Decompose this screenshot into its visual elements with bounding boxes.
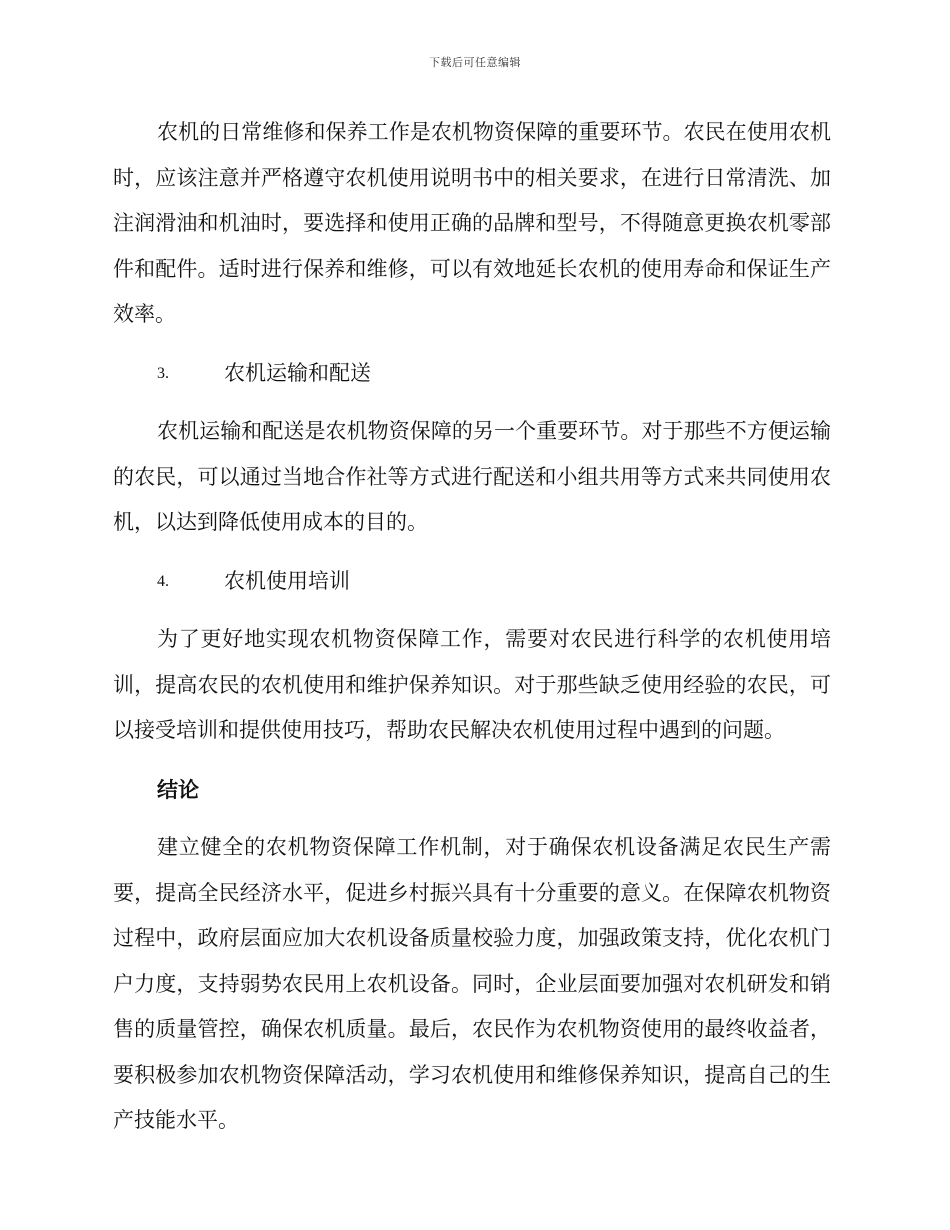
list-number: 3.: [157, 364, 169, 382]
paragraph-maintenance: 农机的日常维修和保养工作是农机物资保障的重要环节。农民在使用农机时，应该注意并严格遵守农机使用说明书中的相关要求，在进行日常清洗、加注润滑油和机油时，要选择和使用正确的品牌和型号，不得随意更换农机零部件和配件。适时进行保养和维修，可以有效地延长农机的使用寿命和保证生产效率。: [113, 120, 831, 326]
paragraph-training: 为了更好地实现农机物资保障工作，需要对农民进行科学的农机使用培训，提高农民的农机使用和维护保养知识。对于那些缺乏使用经验的农民，可以接受培训和提供使用技巧，帮助农民解决农机使用过程中遇到的问题。: [113, 627, 831, 742]
list-item-training: [113, 559, 831, 605]
list-title: 农机运输和配送: [224, 360, 371, 385]
page-header: 下载后可任意编辑: [429, 56, 521, 69]
list-title: 农机使用培训: [224, 568, 350, 593]
conclusion-heading: 结论: [157, 776, 199, 802]
paragraph-conclusion: 建立健全的农机物资保障工作机制，对于确保农机设备满足农民生产需要，提高全民经济水平，促进乡村振兴具有十分重要的意义。在保障农机物资过程中，政府层面应加大农机设备质量校验力度，加强政策支持，优化农机门户力度，支持弱势农民用上农机设备。同时，企业层面要加强对农机研发和销售的质量管控，确保农机质量。最后，农民作为农机物资使用的最终收益者，要积极参加农机物资保障活动，学习农机使用和维修保养知识，提高自己的生产技能水平。: [113, 835, 831, 1132]
list-number: 4.: [157, 572, 169, 590]
list-item-transport: [113, 351, 831, 397]
paragraph-transport: 农机运输和配送是农机物资保障的另一个重要环节。对于那些不方便运输的农民，可以通过当地合作社等方式进行配送和小组共用等方式来共同使用农机，以达到降低使用成本的目的。: [113, 419, 831, 534]
document-body: [113, 110, 831, 1157]
